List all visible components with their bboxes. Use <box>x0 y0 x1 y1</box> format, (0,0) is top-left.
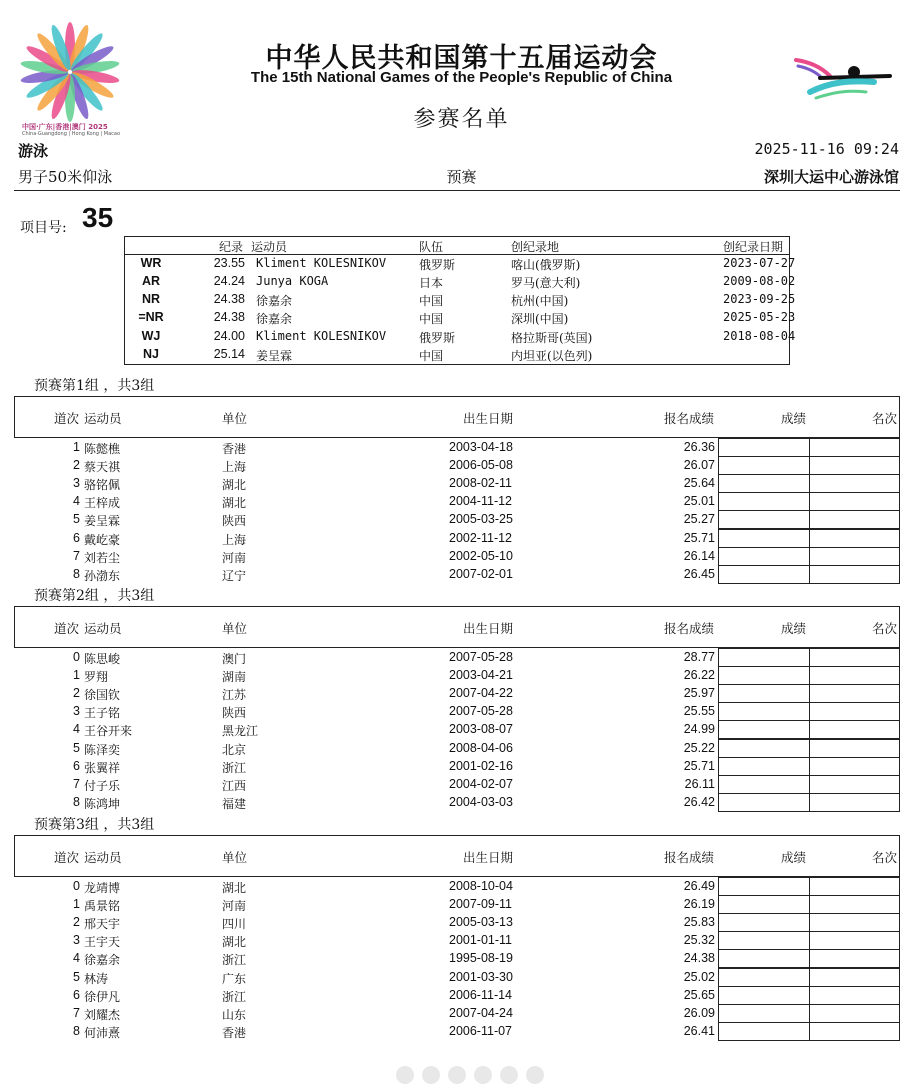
athlete-name: 林涛 <box>84 971 109 986</box>
header-entry: 报名成绩 <box>664 621 715 636</box>
birth-date: 2004-11-12 <box>449 494 513 509</box>
records-header-location: 创纪录地 <box>511 240 560 254</box>
entry-time: 24.38 <box>683 951 715 966</box>
result-box[interactable] <box>718 931 810 950</box>
athlete-unit: 上海 <box>222 460 247 475</box>
athlete-unit: 江苏 <box>222 688 247 703</box>
result-box[interactable] <box>718 492 810 511</box>
record-date: 2023-09-25 <box>723 292 796 306</box>
lane-number: 3 <box>73 476 80 491</box>
group-title: 预赛第3组 ，共3组 <box>34 817 155 833</box>
athlete-name: 陈思峻 <box>84 652 121 666</box>
page-dot[interactable] <box>422 1066 440 1084</box>
athlete-name: 刘耀杰 <box>84 1007 121 1022</box>
result-box[interactable] <box>718 438 810 457</box>
record-athlete: Junya KOGA <box>256 274 329 288</box>
birth-date: 2005-03-25 <box>449 512 513 527</box>
rank-box[interactable] <box>809 986 900 1005</box>
lane-number: 5 <box>73 969 80 984</box>
group-title: 预赛第2组 ，共3组 <box>34 588 155 604</box>
lane-number: 3 <box>73 704 80 719</box>
athlete-unit: 湖南 <box>222 670 247 685</box>
athlete-unit: 香港 <box>222 1025 247 1040</box>
entry-time: 25.32 <box>683 933 715 948</box>
entry-time: 26.11 <box>684 776 715 791</box>
entry-time: 25.65 <box>683 987 715 1002</box>
birth-date: 2008-04-06 <box>449 740 513 755</box>
record-location: 杭州(中国) <box>511 294 569 308</box>
birth-date: 2007-02-01 <box>449 566 513 581</box>
birth-date: 2006-05-08 <box>449 458 513 473</box>
logo-caption-en: China·Guangdong | Hong Kong | Macao <box>22 131 121 137</box>
athlete-name: 戴屹豪 <box>84 532 121 547</box>
header-athlete: 运动员 <box>84 850 122 865</box>
athlete-name: 陈鸿坤 <box>84 796 121 811</box>
lane-number: 8 <box>73 1023 80 1038</box>
lane-number: 7 <box>73 548 80 563</box>
lane-number: 8 <box>73 566 80 581</box>
lane-number: 2 <box>73 686 80 701</box>
rank-box[interactable] <box>809 739 900 758</box>
rank-box[interactable] <box>809 666 900 685</box>
entry-time: 24.99 <box>683 722 715 737</box>
athlete-name: 禹景铭 <box>84 899 121 914</box>
athlete-unit: 湖北 <box>222 478 247 493</box>
athlete-unit: 河南 <box>222 899 247 914</box>
header-divider <box>14 190 900 191</box>
lane-number: 7 <box>73 776 80 791</box>
page-indicator <box>396 1066 544 1084</box>
records-header-athlete: 运动员 <box>251 240 288 254</box>
entry-time: 25.55 <box>683 704 715 719</box>
event-number-label: 项目号: <box>20 220 67 236</box>
athlete-unit: 四川 <box>222 917 247 932</box>
entry-time: 26.09 <box>683 1005 715 1020</box>
entry-time: 26.36 <box>683 440 715 454</box>
rank-box[interactable] <box>809 565 900 584</box>
lane-number: 1 <box>73 440 80 454</box>
athlete-unit: 浙江 <box>222 760 247 775</box>
record-code: NR <box>141 292 161 306</box>
record-code: WR <box>140 256 162 270</box>
entry-time: 25.22 <box>683 740 715 755</box>
result-box[interactable] <box>718 529 810 548</box>
entry-time: 26.07 <box>683 458 715 473</box>
entry-time: 26.19 <box>683 897 715 912</box>
lane-number: 1 <box>73 668 80 683</box>
rank-box[interactable] <box>809 949 900 968</box>
athlete-name: 龙靖博 <box>84 881 121 895</box>
athlete-unit: 福建 <box>222 796 247 811</box>
athlete-unit: 香港 <box>222 442 247 456</box>
record-date: 2023-07-27 <box>723 256 796 270</box>
event-number: 35 <box>82 202 114 233</box>
rank-box[interactable] <box>809 968 900 987</box>
entry-time: 26.14 <box>683 548 715 563</box>
record-location: 格拉斯哥(英国) <box>511 331 593 345</box>
rank-box[interactable] <box>809 793 900 812</box>
result-box[interactable] <box>718 949 810 968</box>
rank-box[interactable] <box>809 474 900 493</box>
athlete-name: 孙渤东 <box>84 568 121 583</box>
page-dot[interactable] <box>526 1066 544 1084</box>
result-box[interactable] <box>718 986 810 1005</box>
athlete-unit: 河南 <box>222 550 247 565</box>
lane-number: 5 <box>73 512 80 527</box>
record-date: 2018-08-04 <box>723 329 796 343</box>
birth-date: 2008-10-04 <box>449 879 513 893</box>
athlete-unit: 上海 <box>222 532 247 547</box>
result-box[interactable] <box>718 1004 810 1023</box>
page-dot[interactable] <box>474 1066 492 1084</box>
games-title-cn: 中华人民共和国第十五届运动会 <box>265 43 658 74</box>
record-location: 内坦亚(以色列) <box>511 349 593 363</box>
header-entry: 报名成绩 <box>664 850 715 865</box>
result-box[interactable] <box>718 757 810 776</box>
header-unit: 单位 <box>222 850 248 865</box>
entry-time: 25.27 <box>683 512 715 527</box>
page-dot[interactable] <box>448 1066 466 1084</box>
record-time: 23.55 <box>213 256 245 270</box>
lane-number: 4 <box>73 722 80 737</box>
birth-date: 2007-05-28 <box>449 704 513 719</box>
header-unit: 单位 <box>222 411 248 426</box>
record-code: NJ <box>143 347 159 361</box>
athlete-unit: 黑龙江 <box>222 724 259 739</box>
lane-number: 4 <box>73 951 80 966</box>
result-box[interactable] <box>718 648 810 667</box>
entry-time: 26.45 <box>683 566 715 581</box>
athlete-name: 陈懿樵 <box>84 442 121 456</box>
header-lane: 道次 <box>54 621 80 636</box>
group-header-box <box>14 606 900 648</box>
record-code: WJ <box>141 329 161 343</box>
athlete-name: 王谷开来 <box>84 724 133 739</box>
athlete-unit: 湖北 <box>222 935 247 950</box>
lane-number: 0 <box>73 650 80 664</box>
page-dot[interactable] <box>500 1066 518 1084</box>
games-title-en: The 15th National Games of the People's Republic of China <box>250 69 673 86</box>
entry-time: 25.71 <box>683 758 715 773</box>
birth-date: 2001-01-11 <box>449 933 513 948</box>
group-header-box <box>14 835 900 877</box>
header-result: 成绩 <box>781 850 807 865</box>
rank-box[interactable] <box>809 438 900 457</box>
athlete-unit: 陕西 <box>222 706 247 721</box>
rank-box[interactable] <box>809 1022 900 1041</box>
result-box[interactable] <box>718 474 810 493</box>
rank-box[interactable] <box>809 547 900 566</box>
entry-time: 25.64 <box>683 476 715 491</box>
rank-box[interactable] <box>809 684 900 703</box>
athlete-unit: 广东 <box>222 971 247 986</box>
athlete-name: 徐伊凡 <box>84 989 121 1004</box>
athlete-unit: 湖北 <box>222 881 247 895</box>
print-datetime: 2025-11-16 09:24 <box>754 140 899 158</box>
entry-time: 25.83 <box>683 915 715 930</box>
athlete-name: 王梓成 <box>84 496 121 511</box>
birth-date: 2003-04-18 <box>449 440 513 454</box>
athlete-unit: 澳门 <box>222 652 247 666</box>
header-lane: 道次 <box>54 850 80 865</box>
header-dob: 出生日期 <box>463 411 514 426</box>
rank-box[interactable] <box>809 529 900 548</box>
athlete-name: 邢天宇 <box>84 917 121 932</box>
birth-date: 2002-05-10 <box>449 548 513 563</box>
lane-number: 6 <box>73 987 80 1002</box>
athlete-unit: 北京 <box>222 742 247 757</box>
record-location: 喀山(俄罗斯) <box>511 258 581 272</box>
record-time: 24.24 <box>213 274 245 288</box>
result-box[interactable] <box>718 666 810 685</box>
athlete-name: 张翼祥 <box>84 760 121 775</box>
record-date: 2009-08-02 <box>723 274 796 288</box>
record-time: 24.38 <box>213 292 245 306</box>
birth-date: 2001-02-16 <box>449 758 513 773</box>
lane-number: 8 <box>73 794 80 809</box>
athlete-unit: 浙江 <box>222 989 247 1004</box>
venue-name: 深圳大运中心游泳馆 <box>763 168 899 186</box>
lane-number: 0 <box>73 879 80 893</box>
birth-date: 2007-04-24 <box>449 1005 513 1020</box>
header-rank: 名次 <box>872 850 898 865</box>
record-time: 24.00 <box>213 329 245 343</box>
lane-number: 5 <box>73 740 80 755</box>
entry-time: 26.22 <box>683 668 715 683</box>
header-athlete: 运动员 <box>84 621 122 636</box>
page-dot[interactable] <box>396 1066 414 1084</box>
record-athlete: 徐嘉余 <box>256 294 293 308</box>
lane-number: 2 <box>73 915 80 930</box>
record-time: 24.38 <box>213 310 245 324</box>
result-box[interactable] <box>718 720 810 739</box>
header-rank: 名次 <box>872 621 898 636</box>
athlete-unit: 浙江 <box>222 953 247 968</box>
result-box[interactable] <box>718 510 810 529</box>
result-box[interactable] <box>718 702 810 721</box>
document-title: 参赛名单 <box>413 107 510 132</box>
birth-date: 2002-11-12 <box>449 530 513 545</box>
athlete-name: 罗翔 <box>84 670 109 685</box>
result-box[interactable] <box>718 793 810 812</box>
athlete-unit: 山东 <box>222 1007 247 1022</box>
record-team: 中国 <box>419 294 444 308</box>
rank-box[interactable] <box>809 702 900 721</box>
birth-date: 2007-09-11 <box>449 897 513 912</box>
lane-number: 1 <box>73 897 80 912</box>
rank-box[interactable] <box>809 895 900 914</box>
record-athlete: 姜呈霖 <box>256 349 293 363</box>
group-header-box <box>14 396 900 438</box>
result-box[interactable] <box>718 895 810 914</box>
record-team: 中国 <box>419 312 444 326</box>
event-name: 男子50米仰泳 <box>18 168 113 186</box>
group-title: 预赛第1组 ，共3组 <box>34 378 155 394</box>
birth-date: 2006-11-14 <box>449 987 513 1002</box>
records-header-date: 创纪录日期 <box>723 240 784 254</box>
athlete-name: 陈泽奕 <box>84 742 121 757</box>
entry-time: 25.02 <box>683 969 715 984</box>
entry-time: 25.01 <box>683 494 715 509</box>
athlete-name: 刘若尘 <box>84 550 121 565</box>
header-result: 成绩 <box>781 621 807 636</box>
result-box[interactable] <box>718 547 810 566</box>
sport-label: 游泳 <box>18 142 49 160</box>
record-athlete: Kliment KOLESNIKOV <box>256 329 387 343</box>
record-team: 俄罗斯 <box>419 331 456 345</box>
result-box[interactable] <box>718 877 810 896</box>
birth-date: 2007-05-28 <box>449 650 513 664</box>
lane-number: 3 <box>73 933 80 948</box>
entry-time: 26.42 <box>683 794 715 809</box>
record-team: 俄罗斯 <box>419 258 456 272</box>
lane-number: 4 <box>73 494 80 509</box>
round-label: 预赛 <box>446 168 477 186</box>
lane-number: 2 <box>73 458 80 473</box>
record-athlete: 徐嘉余 <box>256 312 293 326</box>
result-box[interactable] <box>718 684 810 703</box>
rank-box[interactable] <box>809 648 900 667</box>
records-header-team: 队伍 <box>419 240 444 254</box>
athlete-unit: 湖北 <box>222 496 247 511</box>
rank-box[interactable] <box>809 775 900 794</box>
header-lane: 道次 <box>54 411 80 426</box>
rank-box[interactable] <box>809 456 900 475</box>
birth-date: 2006-11-07 <box>449 1023 513 1038</box>
birth-date: 2005-03-13 <box>449 915 513 930</box>
header-dob: 出生日期 <box>463 621 514 636</box>
athlete-name: 徐嘉余 <box>84 953 121 968</box>
record-date: 2025-05-23 <box>723 310 796 324</box>
header-athlete: 运动员 <box>84 411 122 426</box>
rank-box[interactable] <box>809 757 900 776</box>
rank-box[interactable] <box>809 1004 900 1023</box>
rank-box[interactable] <box>809 492 900 511</box>
rank-box[interactable] <box>809 720 900 739</box>
entry-time: 26.49 <box>683 879 715 893</box>
athlete-name: 蔡天祺 <box>84 460 121 475</box>
birth-date: 2007-04-22 <box>449 686 513 701</box>
athlete-name: 付子乐 <box>84 778 121 793</box>
record-code: AR <box>141 274 161 288</box>
birth-date: 2003-04-21 <box>449 668 513 683</box>
rank-box[interactable] <box>809 510 900 529</box>
record-athlete: Kliment KOLESNIKOV <box>256 256 387 270</box>
result-box[interactable] <box>718 775 810 794</box>
result-box[interactable] <box>718 913 810 932</box>
birth-date: 2008-02-11 <box>449 476 513 491</box>
lane-number: 6 <box>73 530 80 545</box>
rank-box[interactable] <box>809 913 900 932</box>
athlete-unit: 江西 <box>222 778 247 793</box>
result-box[interactable] <box>718 565 810 584</box>
logo-caption: 中国·广东|香港|澳门 2025 <box>22 123 108 131</box>
records-header-record: 纪录 <box>219 240 244 254</box>
entry-time: 25.71 <box>683 530 715 545</box>
record-time: 25.14 <box>213 347 245 361</box>
athlete-name: 何沛熹 <box>84 1025 121 1040</box>
result-box[interactable] <box>718 968 810 987</box>
birth-date: 1995-08-19 <box>449 951 513 966</box>
athlete-name: 徐国钦 <box>84 688 121 703</box>
lane-number: 6 <box>73 758 80 773</box>
birth-date: 2003-08-07 <box>449 722 513 737</box>
birth-date: 2004-02-07 <box>449 776 513 791</box>
entry-time: 28.77 <box>683 650 715 664</box>
athlete-unit: 陕西 <box>222 514 247 529</box>
rank-box[interactable] <box>809 877 900 896</box>
lane-number: 7 <box>73 1005 80 1020</box>
header-result: 成绩 <box>781 411 807 426</box>
header-rank: 名次 <box>872 411 898 426</box>
athlete-name: 骆铭佩 <box>84 478 121 493</box>
result-box[interactable] <box>718 1022 810 1041</box>
entry-time: 26.41 <box>683 1023 715 1038</box>
result-box[interactable] <box>718 739 810 758</box>
birth-date: 2001-03-30 <box>449 969 513 984</box>
record-code: =NR <box>138 310 164 324</box>
entry-time: 25.97 <box>683 686 715 701</box>
athlete-name: 姜呈霖 <box>84 514 121 529</box>
header-entry: 报名成绩 <box>664 411 715 426</box>
athlete-name: 王宇天 <box>84 935 121 950</box>
header-unit: 单位 <box>222 621 248 636</box>
record-team: 中国 <box>419 349 444 363</box>
athlete-name: 王子铭 <box>84 706 121 721</box>
rank-box[interactable] <box>809 931 900 950</box>
record-location: 罗马(意大利) <box>511 276 581 290</box>
birth-date: 2004-03-03 <box>449 794 513 809</box>
record-team: 日本 <box>419 276 444 290</box>
header-dob: 出生日期 <box>463 850 514 865</box>
result-box[interactable] <box>718 456 810 475</box>
athlete-unit: 辽宁 <box>222 568 247 583</box>
record-location: 深圳(中国) <box>511 312 569 326</box>
